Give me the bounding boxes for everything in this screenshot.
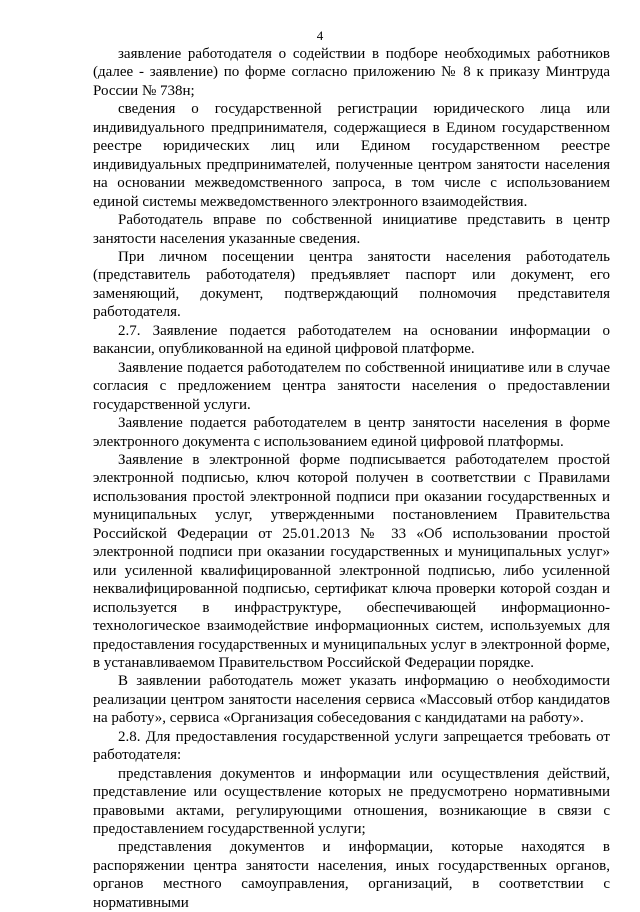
paragraph: Заявление подается работодателем в центр занятости населения в форме электронного документа с использованием единой цифровой платформы. <box>93 415 610 450</box>
paragraph: представления документов и информации или осуществления действий, представление или осуществление которых не предусмотрено нормативными правовыми актами, регулирующими отношения, возникающие в связи с предоставлением государственной услуги; <box>93 765 610 838</box>
paragraph: сведения о государственной регистрации юридического лица или индивидуального предпринимателя, содержащиеся в Едином государственном реестре юридических лиц или Едином государственном реестре индивидуальных предпринимателей, полученные центром занятости населения на основании межведомственного запроса, в том числе с использованием единой системы межведомственного электронного взаимодействия. <box>93 101 610 210</box>
document-body <box>93 45 610 912</box>
paragraph: Заявление в электронной форме подписывается работодателем простой электронной подписью, ключ которой получен в соответствии с Правилами использования простой электронной подписи при оказании государственных и муниципальных услуг, утвержденными постановлением Правительства Российской Федерации от 25.01.2013 № 33 «Об использовании простой электронной подписи при оказании государственных и муниципальных услуг» или усиленной квалифицированной электронной подписью, либо усиленной неквалифицированной подписью, сертификат ключа проверки которой создан и используется в инфраструктуре, обеспечивающей информационно-технологическое взаимодействие информационных систем, используемых для предоставления государственных и муниципальных услуг в электронной форме, в устанавливаемом Правительством Российской Федерации порядке. <box>93 451 610 671</box>
paragraph: заявление работодателя о содействии в подборе необходимых работников (далее - заявление) по форме согласно приложению № 8 к приказу Минтруда России № 738н; <box>93 46 610 99</box>
paragraph: Заявление подается работодателем по собственной инициативе или в случае согласия с предложением центра занятости населения о предоставлении государственной услуги. <box>93 359 610 413</box>
paragraph: В заявлении работодатель может указать информацию о необходимости реализации центром занятости населения сервиса «Массовый отбор кандидатов на работу», сервиса «Организация собеседования с кандидатами на работу». <box>93 673 610 727</box>
paragraph: 2.8. Для предоставления государственной услуги запрещается требовать от работодателя: <box>93 728 610 764</box>
page-number: 4 <box>316 28 324 43</box>
paragraph: 2.7. Заявление подается работодателем на основании информации о вакансии, опубликованной на единой цифровой платформе. <box>93 322 610 358</box>
paragraph: представления документов и информации, которые находятся в распоряжении центра занятости населения, иных государственных органов, органов местного самоуправления, организаций, в соответствии с нормативными <box>93 839 610 911</box>
paragraph: Работодатель вправе по собственной инициативе представить в центр занятости населения указанные сведения. <box>93 212 610 247</box>
paragraph: При личном посещении центра занятости населения работодатель (представитель работодателя) предъявляет паспорт или документ, его заменяющий, документ, подтверждающий полномочия представителя работодателя. <box>93 248 610 321</box>
